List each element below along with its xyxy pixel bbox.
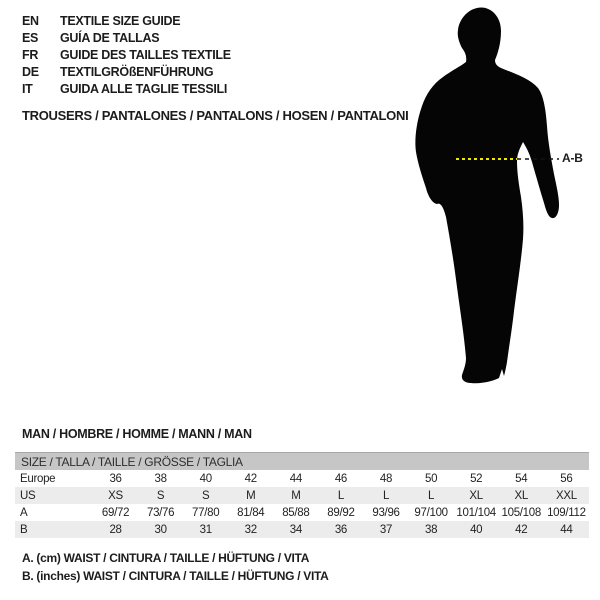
size-cell: S [138, 487, 183, 504]
size-cell: 40 [199, 472, 212, 485]
size-cell: 69/72 [101, 506, 130, 519]
table-row-a [15, 504, 589, 521]
size-table [15, 452, 589, 538]
size-cell: 42 [244, 472, 257, 485]
size-cell: 36 [109, 472, 122, 485]
man-silhouette-shape [415, 7, 559, 383]
language-code: FR [22, 47, 39, 62]
language-row [22, 12, 231, 29]
row-label: US [15, 487, 93, 504]
footnotes [22, 550, 329, 585]
size-cell: M [273, 487, 318, 504]
table-row-b [15, 521, 589, 538]
size-cell: 109/112 [547, 506, 586, 519]
table-header-label: SIZE / TALLA / TAILLE / GRÖSSE / TAGLIA [15, 453, 589, 471]
size-cell: 101/104 [456, 506, 496, 519]
size-cell: 93/96 [372, 506, 400, 519]
size-cell: S [183, 487, 228, 504]
size-cell: 28 [93, 521, 138, 538]
row-label: Europe [20, 472, 56, 485]
size-cell: 54 [515, 472, 528, 485]
language-label: GUIDE DES TAILLES TEXTILE [60, 47, 231, 62]
size-cell: 105/108 [501, 506, 541, 519]
size-cell: XXL [544, 487, 589, 504]
size-cell: M [228, 487, 273, 504]
garment-title: TROUSERS / PANTALONES / PANTALONS / HOSEN / PANTALONI [22, 108, 409, 123]
size-cell: XL [499, 487, 544, 504]
man-silhouette-svg [405, 0, 600, 398]
size-cell: 77/80 [192, 506, 220, 519]
size-cell: 85/88 [282, 506, 310, 519]
size-cell: 97/100 [414, 506, 448, 519]
size-cell: 32 [228, 521, 273, 538]
measure-label: A-B [562, 151, 583, 165]
size-cell: 73/76 [146, 506, 175, 519]
row-label: A [20, 506, 28, 519]
language-code: EN [22, 13, 39, 28]
size-cell: XL [454, 487, 499, 504]
size-cell: 36 [318, 521, 363, 538]
size-cell: 40 [454, 521, 499, 538]
language-list [22, 12, 231, 97]
table-row-us [15, 487, 589, 504]
language-label: GUIDA ALLE TAGLIE TESSILI [60, 81, 228, 96]
size-cell: 38 [154, 472, 167, 485]
language-row [22, 80, 231, 97]
size-cell: 37 [363, 521, 408, 538]
footnote-line: A. (cm) WAIST / CINTURA / TAILLE / HÜFTUNG / VITA [22, 551, 310, 565]
size-cell: 56 [560, 472, 573, 485]
row-label: B [15, 521, 93, 538]
size-cell: 89/92 [327, 506, 355, 519]
size-cell: 44 [289, 472, 302, 485]
size-cell: 42 [499, 521, 544, 538]
table-row-europe [15, 470, 589, 487]
footnote-line: B. (inches) WAIST / CINTURA / TAILLE / HÜFTUNG / VITA [22, 568, 329, 583]
language-row [22, 63, 231, 80]
size-cell: 81/84 [237, 506, 265, 519]
language-row [22, 46, 231, 63]
language-label: TEXTILE SIZE GUIDE [60, 13, 181, 28]
language-code: IT [22, 81, 33, 96]
man-silhouette-figure [405, 0, 600, 398]
language-label: GUÍA DE TALLAS [60, 30, 160, 45]
size-cell: 38 [409, 521, 454, 538]
language-row [22, 29, 231, 46]
size-cell: 46 [334, 472, 348, 485]
size-cell: 31 [183, 521, 228, 538]
table-header-row [15, 453, 589, 471]
size-cell: 30 [138, 521, 183, 538]
language-code: ES [22, 30, 39, 45]
size-cell: 50 [424, 472, 438, 485]
size-cell: L [409, 487, 454, 504]
language-code: DE [22, 64, 39, 79]
size-cell: 44 [544, 521, 589, 538]
size-cell: L [318, 487, 363, 504]
section-title: MAN / HOMBRE / HOMME / MANN / MAN [22, 427, 252, 441]
language-label: TEXTILGRÖßENFÜHRUNG [60, 64, 214, 79]
size-cell: L [363, 487, 408, 504]
size-cell: 48 [379, 472, 393, 485]
size-cell: 52 [470, 472, 483, 485]
size-cell: XS [93, 487, 138, 504]
size-cell: 34 [273, 521, 318, 538]
